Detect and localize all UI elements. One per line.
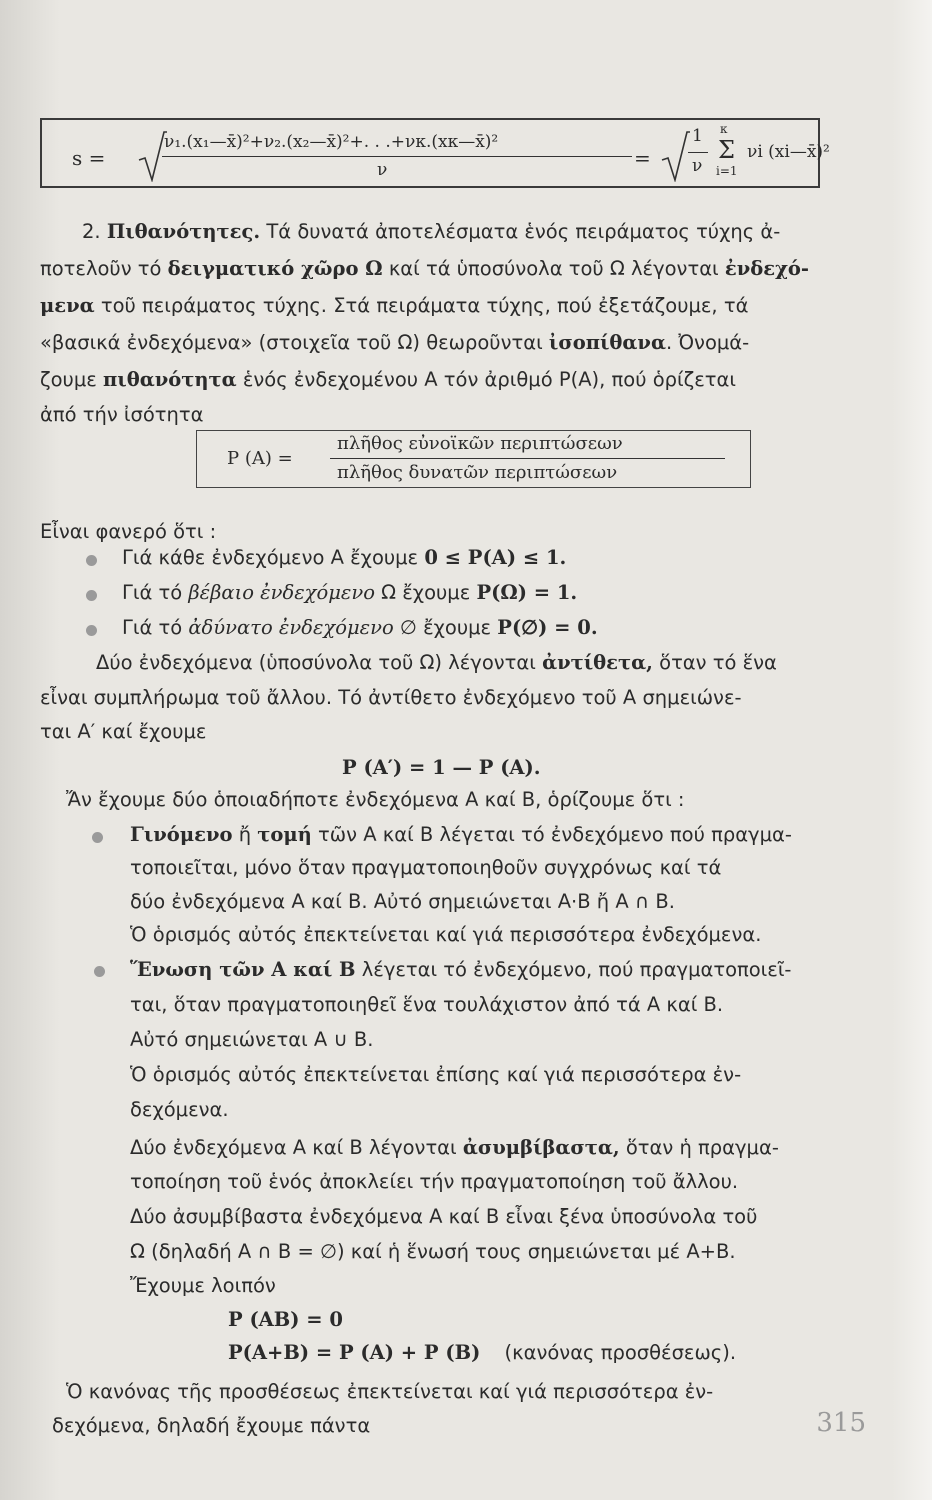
prob-lhs: P (A) = bbox=[227, 448, 293, 469]
prob-numerator: πλῆθος εὐνοϊκῶν περιπτώσεων bbox=[337, 433, 623, 454]
bullet-icon bbox=[94, 966, 105, 977]
term-sample-space: δειγματικό χῶρο Ω bbox=[167, 257, 383, 280]
section-text: Τά δυνατά ἀποτελέσματα ἑνός πειράματος τύχης ἀ- bbox=[266, 220, 781, 243]
union-line-5: δεχόμενα. bbox=[130, 1098, 229, 1121]
page-edge bbox=[892, 0, 932, 1500]
term-product: Γινόμενο bbox=[130, 823, 233, 846]
formula-addition-rule bbox=[228, 1343, 736, 1363]
sum-upper-limit: κ bbox=[720, 122, 728, 136]
formula-equals: = bbox=[634, 146, 651, 170]
sum-term: νi (xi—x̄)² bbox=[747, 142, 830, 162]
union-line-4: Ὁ ὁρισμός αὐτός ἐπεκτείνεται ἐπίσης καί γιά περισσότερα ἐν- bbox=[130, 1063, 742, 1086]
term-incompatible: ἀσυμβίβαστα, bbox=[462, 1136, 620, 1159]
page-number: 315 bbox=[816, 1408, 866, 1438]
text: Δύο ἐνδεχόμενα (ὑποσύνολα τοῦ Ω) λέγονται bbox=[96, 651, 536, 674]
bullet-icon bbox=[86, 555, 97, 566]
math-expr: P(Ω) = 1. bbox=[476, 581, 578, 604]
text: ∅ ἔχουμε bbox=[399, 616, 492, 639]
section-title: Πιθανότητες. bbox=[106, 220, 261, 243]
text: τοῦ πειράματος τύχης. Στά πειράματα τύχης, πού ἐξετάζουμε, τά bbox=[100, 294, 749, 317]
math-expr: 0 ≤ P(A) ≤ 1. bbox=[424, 546, 567, 569]
text: Ω ἔχουμε bbox=[381, 581, 471, 604]
opposite-formula: P (A′) = 1 — P (A). bbox=[342, 756, 541, 779]
product-line-4: Ὁ ὁρισμός αὐτός ἐπεκτείνεται καί γιά περισσότερα ἐνδεχόμενα. bbox=[130, 923, 762, 946]
radical-sign bbox=[660, 130, 690, 182]
section-number: 2. bbox=[82, 220, 101, 243]
formula-denominator: ν bbox=[377, 160, 388, 180]
text: ὅταν ἡ πραγμα- bbox=[625, 1136, 779, 1159]
text: ἀπό τήν ἰσότητα bbox=[40, 403, 204, 426]
term-intersection: τομή bbox=[257, 823, 312, 846]
text: ὅταν τό ἕνα bbox=[659, 651, 777, 674]
closing-line-1: Ὁ κανόνας τῆς προσθέσεως ἐπεκτείνεται καί γιά περισσότερα ἐν- bbox=[66, 1380, 714, 1403]
term-equiprobable: ἰσοπίθανα bbox=[548, 331, 666, 354]
math-expr: P(∅) = 0. bbox=[497, 616, 598, 639]
opposite-line-2: εἶναι συμπλήρωμα τοῦ ἄλλου. Τό ἀντίθετο ἐνδεχόμενο τοῦ Α σημειώνε- bbox=[40, 686, 742, 709]
product-line-3: δύο ἐνδεχόμενα Α καί Β. Αὐτό σημειώνεται Α·Β ἤ Α ∩ Β. bbox=[130, 890, 675, 913]
sum-lower-limit: i=1 bbox=[716, 164, 738, 178]
closing-line-2: δεχόμενα, δηλαδή ἔχουμε πάντα bbox=[52, 1414, 371, 1437]
formula-numerator: ν₁.(x₁—x̄)²+ν₂.(x₂—x̄)²+. . .+νκ.(xκ—x̄)² bbox=[164, 132, 499, 152]
text: ποτελοῦν τό bbox=[40, 257, 162, 280]
math-expr: P(A+B) = P (A) + P (B) bbox=[228, 1341, 481, 1364]
probability-formula-box bbox=[196, 430, 751, 488]
page-spine-shadow bbox=[0, 0, 60, 1500]
text: «βασικά ἐνδεχόμενα» (στοιχεῖα τοῦ Ω) θεωροῦνται bbox=[40, 331, 543, 354]
union-line-1 bbox=[130, 960, 791, 980]
term-probability: πιθανότητα bbox=[102, 368, 237, 391]
text: Γιά τό bbox=[122, 581, 183, 604]
bullet-line-2 bbox=[122, 583, 577, 603]
incompatible-line-5: Ἔχουμε λοιπόν bbox=[130, 1274, 276, 1297]
fraction-bar bbox=[330, 458, 725, 459]
incompatible-line-3: Δύο ἀσυμβίβαστα ἐνδεχόμενα Α καί Β εἶναι ξένα ὑποσύνολα τοῦ bbox=[130, 1205, 758, 1228]
std-dev-formula-box bbox=[40, 118, 830, 188]
term-events-end: μενα bbox=[40, 294, 95, 317]
incompatible-line-4: Ω (δηλαδή Α ∩ Β = ∅) καί ἡ ἕνωσή τους σημειώνεται μέ Α+Β. bbox=[130, 1240, 736, 1263]
sum-sign: Σ bbox=[718, 136, 735, 164]
product-line-1 bbox=[130, 825, 792, 845]
text: Γιά κάθε ἐνδεχόμενο Α ἔχουμε bbox=[122, 546, 419, 569]
bullet-line-1 bbox=[122, 548, 566, 568]
term-impossible-event: ἀδύνατο ἐνδεχόμενο bbox=[188, 616, 394, 639]
formula-lhs: s = bbox=[72, 146, 106, 170]
formula-one: 1 bbox=[692, 126, 703, 146]
text: λέγεται τό ἐνδεχόμενο, πού πραγματοποιεῖ- bbox=[361, 958, 792, 981]
section-line-6 bbox=[40, 405, 204, 425]
obvious-line: Εἶναι φανερό ὅτι : bbox=[40, 520, 217, 543]
formula-p-ab: P (AB) = 0 bbox=[228, 1308, 344, 1331]
text: . Ὀνομά- bbox=[665, 331, 750, 354]
text: Δύο ἐνδεχόμενα Α καί Β λέγονται bbox=[130, 1136, 457, 1159]
prob-denominator: πλῆθος δυνατῶν περιπτώσεων bbox=[337, 462, 618, 483]
term-certain-event: βέβαιο ἐνδεχόμενο bbox=[188, 581, 375, 604]
text: ζουμε bbox=[40, 368, 97, 391]
section-line-4 bbox=[40, 333, 749, 353]
text: καί τά ὑποσύνολα τοῦ Ω λέγονται bbox=[388, 257, 719, 280]
term-union: Ἕνωση τῶν Α καί Β bbox=[130, 958, 356, 981]
section-line-5 bbox=[40, 370, 736, 390]
section-heading-line bbox=[82, 222, 780, 242]
define-line: Ἄν ἔχουμε δύο ὁποιαδήποτε ἐνδεχόμενα Α καί Β, ὁρίζουμε ὅτι : bbox=[66, 788, 685, 811]
incompatible-line-1 bbox=[130, 1138, 779, 1158]
bullet-icon bbox=[86, 625, 97, 636]
text: ἑνός ἐνδεχομένου Α τόν ἀριθμό Ρ(Α), πού ὁρίζεται bbox=[242, 368, 736, 391]
text: τῶν Α καί Β λέγεται τό ἐνδεχόμενο πού πραγμα- bbox=[318, 823, 792, 846]
union-line-2: ται, ὅταν πραγματοποιηθεῖ ἕνα τουλάχιστον ἀπό τά Α καί Β. bbox=[130, 993, 724, 1016]
formula-nu: ν bbox=[692, 156, 703, 176]
fraction-bar bbox=[688, 152, 708, 153]
union-line-3: Αὐτό σημειώνεται Α ∪ Β. bbox=[130, 1028, 374, 1051]
fraction-bar bbox=[162, 156, 632, 157]
section-line-2 bbox=[40, 259, 809, 279]
addition-rule-note: (κανόνας προσθέσεως). bbox=[504, 1341, 737, 1364]
bullet-icon bbox=[92, 832, 103, 843]
text: Γιά τό bbox=[122, 616, 183, 639]
product-line-2: τοποιεῖται, μόνο ὅταν πραγματοποιηθοῦν συγχρόνως καί τά bbox=[130, 856, 722, 879]
text: ἤ bbox=[238, 823, 252, 846]
opposite-line-3: ται Α′ καί ἔχουμε bbox=[40, 720, 207, 743]
section-line-3 bbox=[40, 296, 748, 316]
bullet-line-3 bbox=[122, 618, 598, 638]
opposite-line-1 bbox=[96, 653, 777, 673]
incompatible-line-2: τοποίηση τοῦ ἑνός ἀποκλείει τήν πραγματοποίηση τοῦ ἄλλου. bbox=[130, 1170, 739, 1193]
term-events: ἐνδεχό- bbox=[724, 257, 810, 280]
bullet-icon bbox=[86, 590, 97, 601]
term-opposite: ἀντίθετα, bbox=[542, 651, 653, 674]
